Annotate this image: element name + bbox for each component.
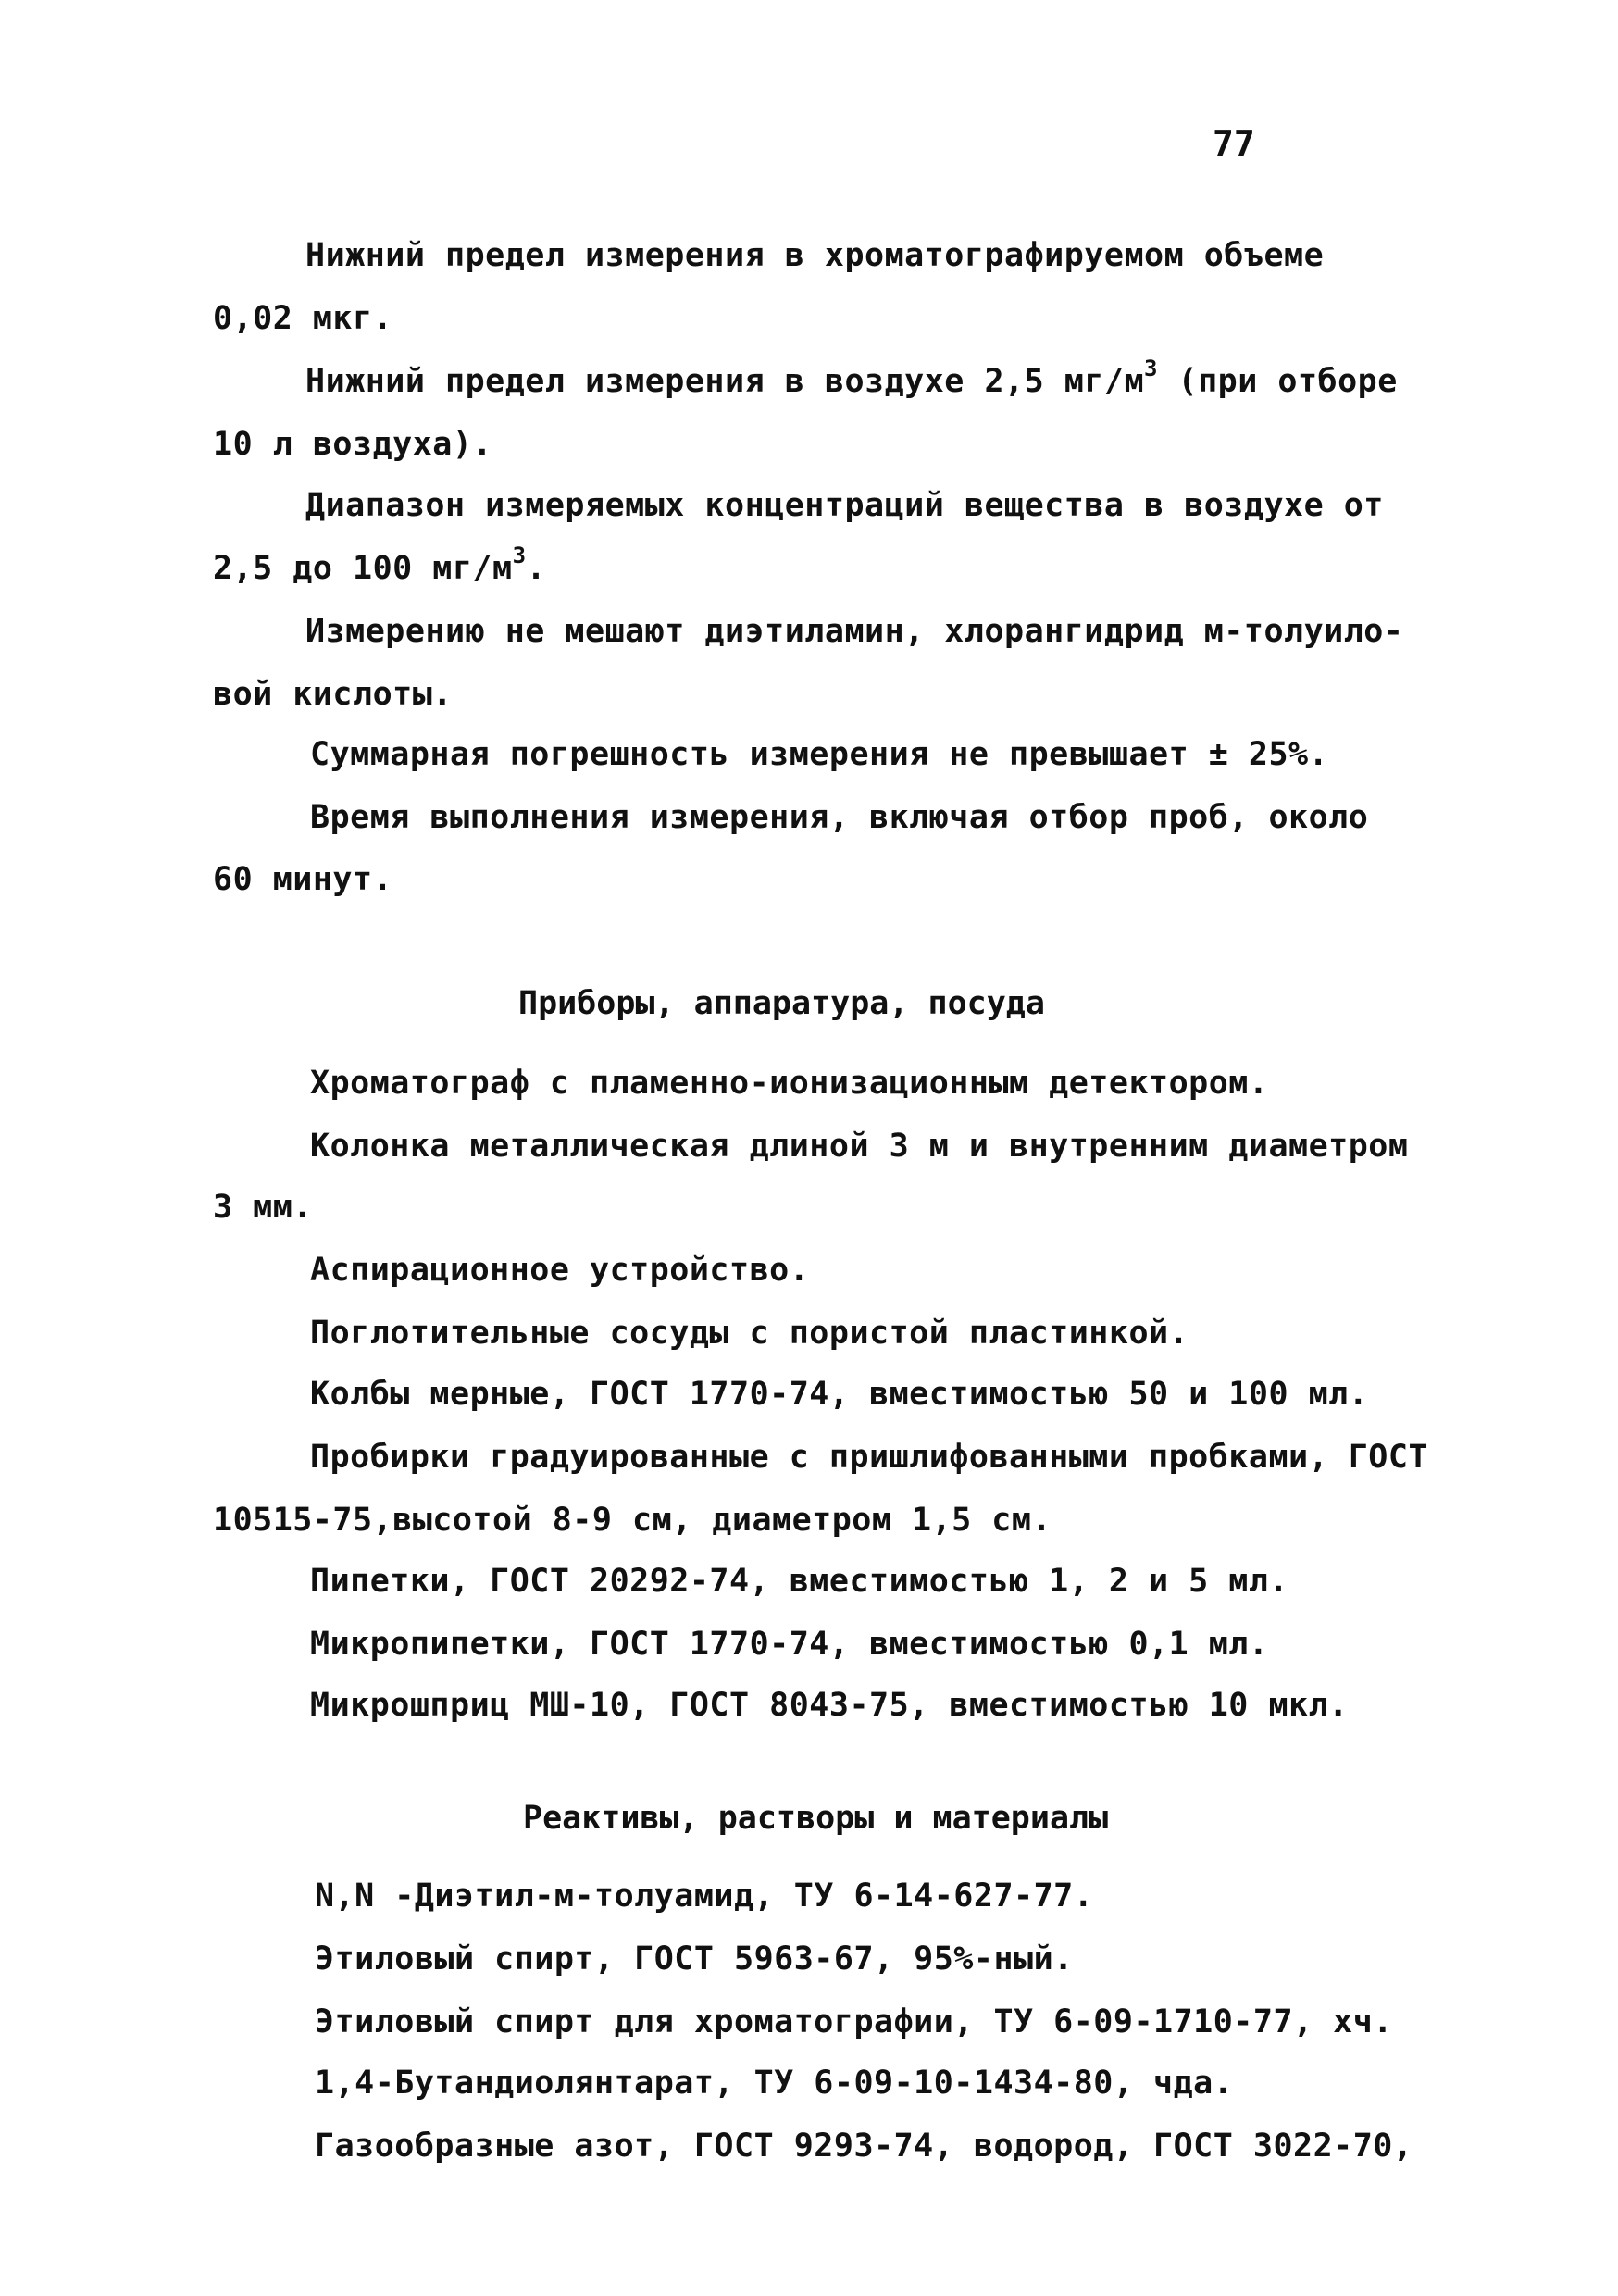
text-line: [213, 543, 547, 589]
section-heading: Приборы, аппаратура, посуда: [518, 985, 1045, 1022]
text-fragment: 2,5 до 100 мг/м: [213, 550, 513, 587]
superscript: 3: [1144, 356, 1158, 382]
list-item: Этиловый спирт, ГОСТ 5963-67, 95%-ный.: [315, 1940, 1074, 1978]
list-item: Этиловый спирт для хроматографии, ТУ 6-09-1710-77, хч.: [315, 2003, 1393, 2040]
list-item: 3 мм.: [213, 1189, 313, 1226]
text-line: 60 минут.: [213, 861, 393, 898]
page-number: 77: [1213, 123, 1255, 164]
text-line: Измерению не мешают диэтиламин, хлорангидрид м-толуило-: [305, 613, 1404, 650]
list-item: Колбы мерные, ГОСТ 1770-74, вместимостью 50 и 100 мл.: [310, 1376, 1369, 1413]
text-fragment: (при отборе: [1157, 363, 1398, 400]
list-item: Микрошприц МШ-10, ГОСТ 8043-75, вместимостью 10 мкл.: [310, 1687, 1349, 1724]
list-item: Аспирационное устройство.: [310, 1252, 810, 1289]
list-item: Колонка металлическая длиной 3 м и внутренним диаметром: [310, 1128, 1409, 1165]
text-line: Время выполнения измерения, включая отбор проб, около: [310, 799, 1369, 836]
section-heading: Реактивы, растворы и материалы: [523, 1800, 1109, 1837]
text-line: Диапазон измеряемых концентраций вещества в воздухе от: [305, 487, 1384, 524]
text-line: [305, 356, 1398, 402]
text-line: 10 л воздуха).: [213, 426, 493, 463]
text-line: 0,02 мкг.: [213, 300, 393, 337]
list-item: 10515-75,высотой 8-9 см, диаметром 1,5 см.: [213, 1502, 1052, 1539]
superscript: 3: [512, 543, 527, 569]
text-fragment: Нижний предел измерения в воздухе 2,5 мг/м: [305, 363, 1145, 400]
list-item: Газообразные азот, ГОСТ 9293-74, водород, ГОСТ 3022-70,: [315, 2128, 1413, 2165]
list-item: Хроматограф с пламенно-ионизационным детектором.: [310, 1065, 1269, 1102]
list-item: Пробирки градуированные с пришлифованными пробками, ГОСТ: [310, 1439, 1429, 1476]
text-fragment: .: [526, 550, 547, 587]
list-item: Микропипетки, ГОСТ 1770-74, вместимостью 0,1 мл.: [310, 1626, 1269, 1663]
text-line: Нижний предел измерения в хроматографируемом объеме: [305, 237, 1325, 274]
list-item: Пипетки, ГОСТ 20292-74, вместимостью 1, 2 и 5 мл.: [310, 1563, 1289, 1600]
text-line: Суммарная погрешность измерения не превышает ± 25%.: [310, 736, 1329, 773]
list-item: 1,4-Бутандиолянтарат, ТУ 6-09-10-1434-80, чда.: [315, 2065, 1234, 2102]
list-item: N,N -Диэтил-м-толуамид, ТУ 6-14-627-77.: [315, 1878, 1094, 1915]
list-item: Поглотительные сосуды с пористой пластинкой.: [310, 1315, 1189, 1352]
text-line: вой кислоты.: [213, 676, 453, 713]
